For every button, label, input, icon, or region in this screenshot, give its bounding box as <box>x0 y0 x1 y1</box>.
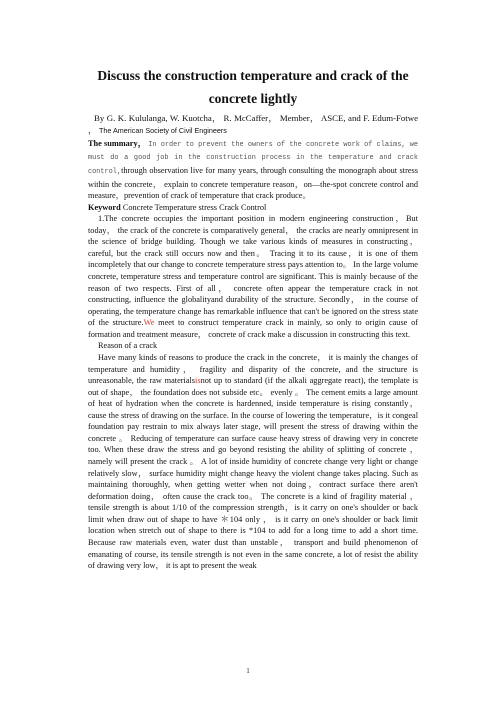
section-heading: Reason of a crack <box>98 341 158 351</box>
document-content <box>88 64 418 572</box>
keyword-line <box>88 202 418 214</box>
paragraph-reason-text-b: not up to standard (if the alkali aggregate react), the template is out of shape， the foundation does not subside etc。 evenly 。 The cement emits a large amount of heat of hydration when the concrete is hardenned, inside temperature is rising constantly， cause the stress of drawing on the surface. In the course of lowering the temperature，is it congeal foundation pay restrain to mix always later stage, will present the stress of drawing within the concrete 。 Reducing of temperature can surface cause heavy stress of drawing very in concrete too. When these draw the stress and go beyond resisting the ability of splitting of concrete ， namely will present the crack 。 A lot of inside humidity of concrete change very light or change relatively slow， surface humidity might change heavy the violent change takes placing. Such as maintaining thoroughly, when getting wetter when not doing，contract surface there aren't deformation doing， often cause the crack too。 The concrete is a kind of fragility material ， tensile strength is about 1/10 of the compression strength，is it carry on one's shoulder or back limit when draw out of shape to have ＊104 only ， is it carry on one's shoulder or back limit location when stretch out of shape to there is *104 to add for a long time to add a short time. Because raw materials even, water dust than unstable， transport and build phenomenon of emanating of course, its tensile strength is not even in the same concrete, a lot of resist the ability of drawing very low， it is apt to present the weak <box>88 376 418 571</box>
paragraph-introduction-text: 1.The concrete occupies the important position in modern engineering construction，But today， the crack of the concrete is comparatively general， the cracks are nearly omnipresent in the science of bridge building. Though we take various kinds of measures in constructing， careful, but the crack still occurs now and then。 Tracing it to its cause，it is one of them incompletely that our change to concrete temperature stress pays attention to。 In the large volume concrete, temperature stress and temperature control are significant. This is mainly because of the reason of two respects. First of all， concrete often appear the temperature crack in not constructing, influence the globalityand durability of the structure. Secondly， in the course of operating, the temperature change has remarkable influence that can't be ignored on the stress state of the structure. <box>88 214 418 328</box>
paragraph-introduction <box>88 213 418 340</box>
paragraph-introduction-end: meet to construct temperature crack in mainly, so only to origin cause of formation and treatment measure， concrete of crack make a discussion in constructing this text. <box>88 318 418 339</box>
document-title <box>88 64 418 110</box>
keyword-label: Keyword <box>88 202 121 212</box>
title-line-2: concrete lightly <box>208 91 298 106</box>
page-number: 1 <box>246 667 250 675</box>
author-line <box>88 112 418 138</box>
author-organization: The American Society of Civil Engineers <box>99 126 227 136</box>
paragraph-reason <box>88 352 418 572</box>
title-line-1: Discuss the construction temperature and crack of the <box>97 68 409 83</box>
highlighted-word-we: We <box>143 318 155 328</box>
keyword-list: Concrete Temperature stress Crack Control <box>122 202 267 212</box>
summary-text: through observation live for many years, through consulting the monograph about stress within the concrete， explain to concrete temperature reason，on—the-spot concrete control and measure，prevention of crack of temperature that crack produce。 <box>88 165 418 201</box>
paragraph-reason-text-a: Have many kinds of reasons to produce the crack in the concrete， it is mainly the changes of temperature and humidity， fragility and disparity of the concrete, and the structure is unreasonable, the raw materials <box>88 352 418 386</box>
summary-label: The summary， <box>88 138 147 148</box>
summary-mono-text: In order to prevent the owners of the concrete work of claims, we must do a good job in the construction process in the temperature and crack control, <box>88 140 418 176</box>
document-body <box>88 138 418 572</box>
author-names: By G. K. Kululanga, W. Kuotcha， R. McCaffer， Member， ASCE, and F. Edum-Fotwe ， <box>88 113 418 136</box>
summary-paragraph <box>88 138 418 202</box>
highlighted-word-is: is <box>195 376 201 386</box>
